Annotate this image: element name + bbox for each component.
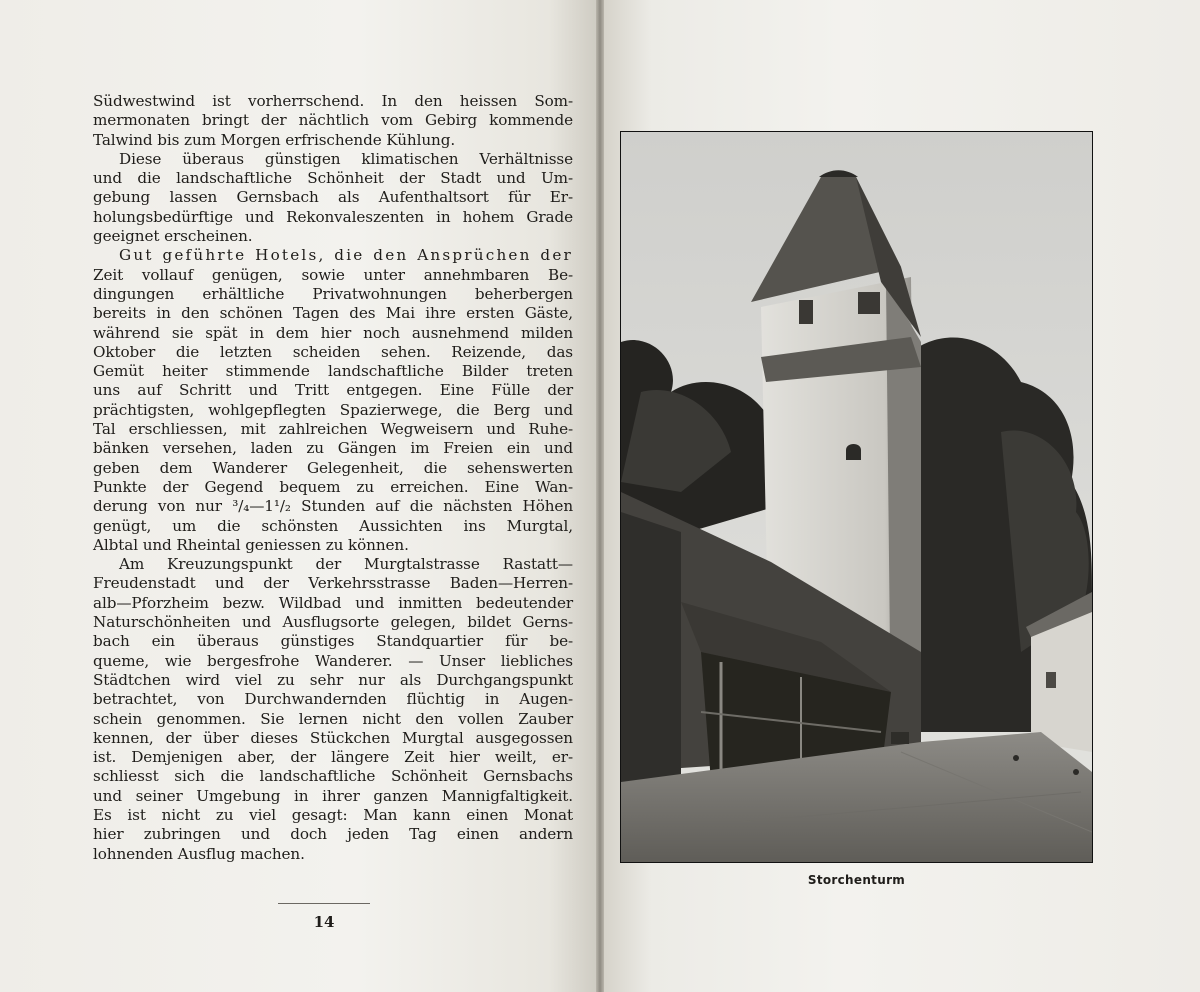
text-line: derung von nur ³/₄—1¹/₂ Stunden auf die nächsten Höhen	[93, 497, 573, 516]
text-line: uns auf Schritt und Tritt entgegen. Eine Fülle der	[93, 381, 573, 400]
text-line: geben dem Wanderer Gelegenheit, die sehenswerten	[93, 458, 573, 477]
text-line: queme, wie bergesfrohe Wanderer. — Unser liebliches	[93, 651, 573, 670]
text-line: Naturschönheiten und Ausflugsorte gelegen, bildet Gerns-	[93, 613, 573, 632]
text-line: Albtal und Rheintal geniessen zu können.	[93, 535, 409, 554]
text-line: gebung lassen Gernsbach als Aufenthaltsort für Er-	[93, 188, 573, 207]
text-line: alb—Pforzheim bezw. Wildbad und inmitten bedeutender	[93, 593, 573, 612]
text-line: Talwind bis zum Morgen erfrischende Kühlung.	[93, 130, 456, 149]
photo-caption: Storchenturm	[807, 873, 906, 887]
storchenturm-photo	[620, 131, 1093, 863]
text-line: Südwestwind ist vorherrschend. In den heissen Som-	[93, 92, 573, 110]
text-line: lohnenden Ausflug machen.	[93, 844, 305, 863]
text-line: geeignet erscheinen.	[93, 227, 253, 246]
text-line: schliesst sich die landschaftliche Schönheit Gernsbachs	[93, 767, 573, 786]
text-line: mermonaten bringt der nächtlich vom Gebirg kommende	[93, 111, 573, 130]
text-line: Freudenstadt und der Verkehrsstrasse Baden—Herren-	[93, 574, 573, 593]
text-line: genügt, um die schönsten Aussichten ins Murgtal,	[93, 516, 573, 535]
text-line: Am Kreuzungspunkt der Murgtalstrasse Rastatt—	[119, 555, 573, 574]
text-line: dingungen erhältliche Privatwohnungen beherbergen	[93, 284, 573, 303]
text-line: kennen, der über dieses Stückchen Murgtal ausgegossen	[93, 728, 573, 747]
footer-rule	[278, 903, 370, 904]
text-line: schein genommen. Sie lernen nicht den vollen Zauber	[93, 709, 573, 728]
text-line: bänken versehen, laden zu Gängen im Freien ein und	[93, 439, 573, 458]
text-line: Gemüt heiter stimmende landschaftliche Bilder treten	[93, 362, 573, 381]
text-line: bereits in den schönen Tagen des Mai ihre ersten Gäste,	[93, 304, 573, 323]
text-line: Es ist nicht zu viel gesagt: Man kann einen Monat	[93, 805, 573, 824]
text-line: hier zubringen und doch jeden Tag einen andern	[93, 825, 573, 844]
text-line: Tal erschliessen, mit zahlreichen Wegweisern und Ruhe-	[93, 420, 573, 439]
text-line: Städtchen wird viel zu sehr nur als Durchgangspunkt	[93, 670, 573, 689]
book-gutter	[596, 0, 604, 992]
text-line: Gut geführte Hotels, die den Ansprüchen der	[119, 246, 573, 265]
body-text	[93, 92, 573, 864]
text-line: und seiner Umgebung in ihrer ganzen Mannigfaltigkeit.	[93, 786, 573, 805]
text-line: betrachtet, von Durchwandernden flüchtig in Augen-	[93, 690, 573, 709]
text-line: Diese überaus günstigen klimatischen Verhältnisse	[119, 149, 573, 168]
text-line: holungsbedürftige und Rekonvaleszenten in hohem Grade	[93, 207, 573, 226]
left-page	[0, 0, 596, 992]
text-line: und die landschaftliche Schönheit der Stadt und Um-	[93, 169, 573, 188]
text-line: bach ein überaus günstiges Standquartier für be-	[93, 632, 573, 651]
text-line: während sie spät in dem hier noch ausnehmend milden	[93, 323, 573, 342]
text-line: Zeit vollauf genügen, sowie unter annehmbaren Be-	[93, 265, 573, 284]
text-line: Oktober die letzten scheiden sehen. Reizende, das	[93, 342, 573, 361]
page-number: 14	[313, 913, 335, 931]
text-line: ist. Demjenigen aber, der längere Zeit hier weilt, er-	[93, 748, 573, 767]
text-line: Punkte der Gegend bequem zu erreichen. Eine Wan-	[93, 477, 573, 496]
text-line: prächtigsten, wohlgepflegten Spazierwege, die Berg und	[93, 400, 573, 419]
photo-illustration	[621, 132, 1092, 862]
